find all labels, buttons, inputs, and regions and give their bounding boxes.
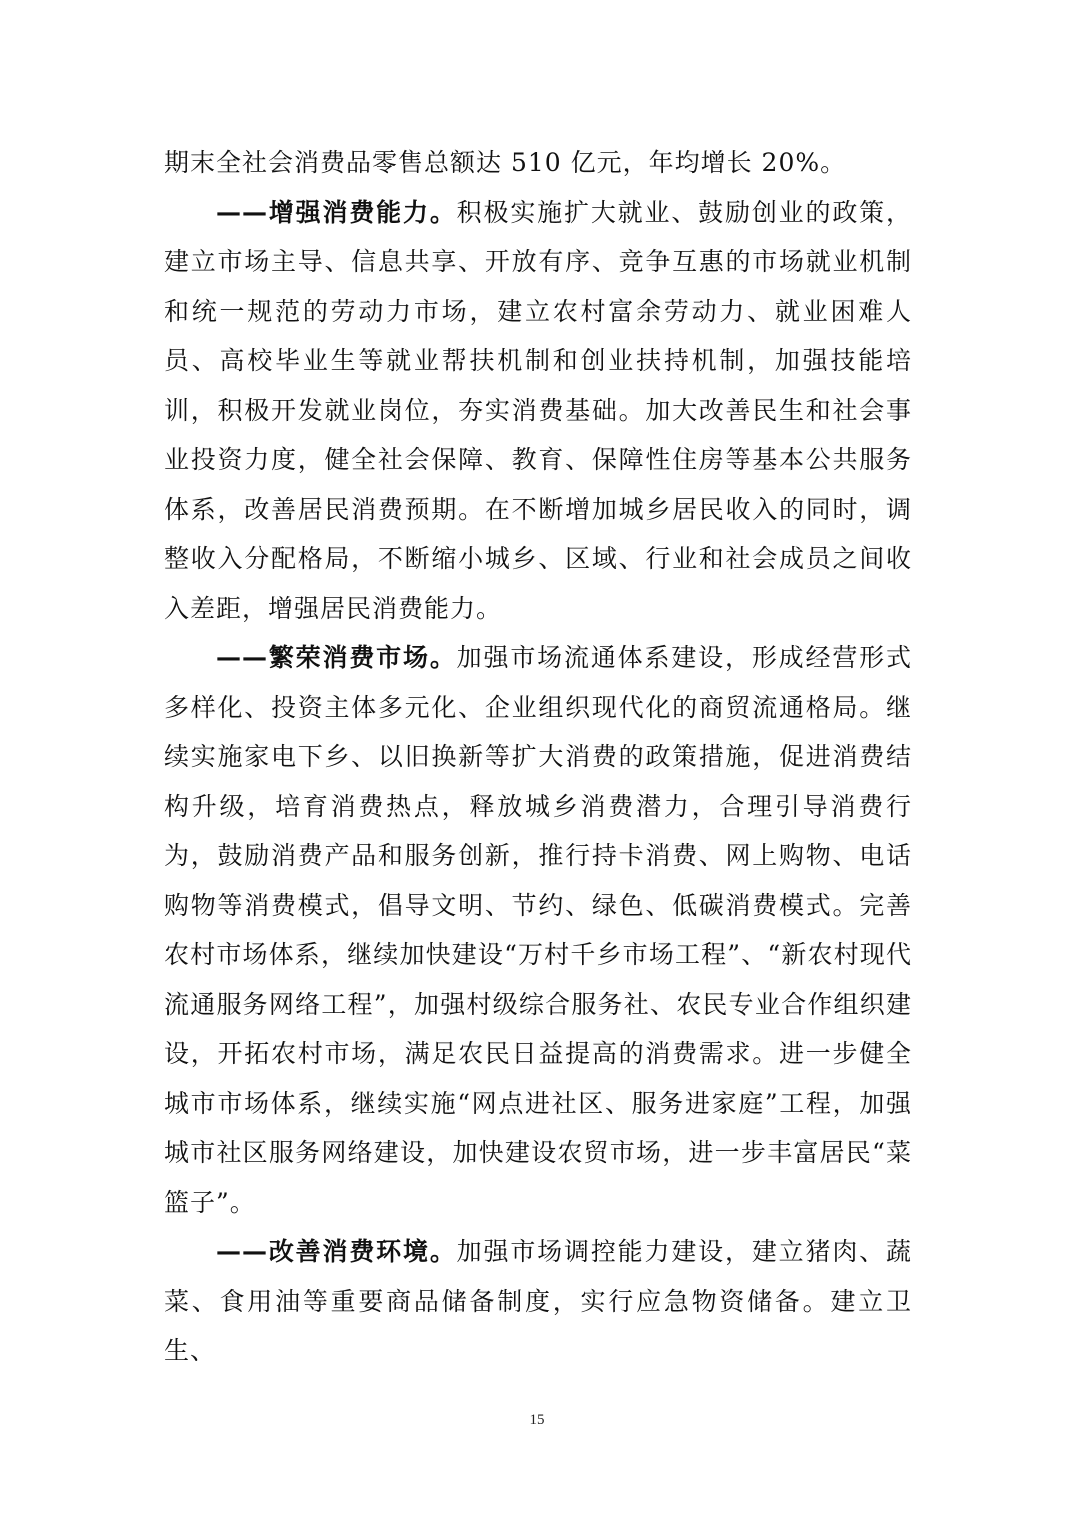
paragraph-1 <box>164 138 912 188</box>
page-number: 15 <box>529 1412 545 1428</box>
paragraph-3-text: 加强市场流通体系建设，形成经营形式多样化、投资主体多元化、企业组织现代化的商贸流通格局。继续实施家电下乡、以旧换新等扩大消费的政策措施，促进消费结构升级，培育消费热点，释放城乡消费潜力，合理引导消费行为，鼓励消费产品和服务创新，推行持卡消费、网上购物、电话购物等消费模式，倡导文明、节约、绿色、低碳消费模式。完善农村市场体系，继续加快建设“万村千乡市场工程”、“新农村现代流通服务网络工程”，加强村级综合服务社、农民专业合作组织建设，开拓农村市场，满足农民日益提高的消费需求。进一步健全城市市场体系，继续实施“网点进社区、服务进家庭”工程，加强城市社区服务网络建设，加快建设农贸市场，进一步丰富居民“菜篮子”。 <box>164 643 912 1217</box>
paragraph-3 <box>164 633 912 1227</box>
paragraph-2 <box>164 188 912 634</box>
paragraph-4-lead: ——改善消费环境。 <box>216 1237 457 1266</box>
paragraph-1-text: 期末全社会消费品零售总额达 510 亿元，年均增长 20%。 <box>164 148 847 177</box>
paragraph-4-text: 加强市场调控能力建设，建立猪肉、蔬菜、食用油等重要商品储备制度，实行应急物资储备。建立卫生、 <box>164 1237 912 1365</box>
body-text <box>164 138 912 1376</box>
paragraph-3-lead: ——繁荣消费市场。 <box>216 643 457 672</box>
paragraph-2-lead: ——增强消费能力。 <box>216 197 457 227</box>
paragraph-4 <box>164 1227 912 1376</box>
paragraph-2-text: 积极实施扩大就业、鼓励创业的政策，建立市场主导、信息共享、开放有序、竞争互惠的市场就业机制和统一规范的劳动力市场，建立农村富余劳动力、就业困难人员、高校毕业生等就业帮扶机制和创业扶持机制，加强技能培训，积极开发就业岗位，夯实消费基础。加大改善民生和社会事业投资力度，健全社会保障、教育、保障性住房等基本公共服务体系，改善居民消费预期。在不断增加城乡居民收入的同时，调整收入分配格局，不断缩小城乡、区域、行业和社会成员之间收入差距，增强居民消费能力。 <box>164 197 912 623</box>
